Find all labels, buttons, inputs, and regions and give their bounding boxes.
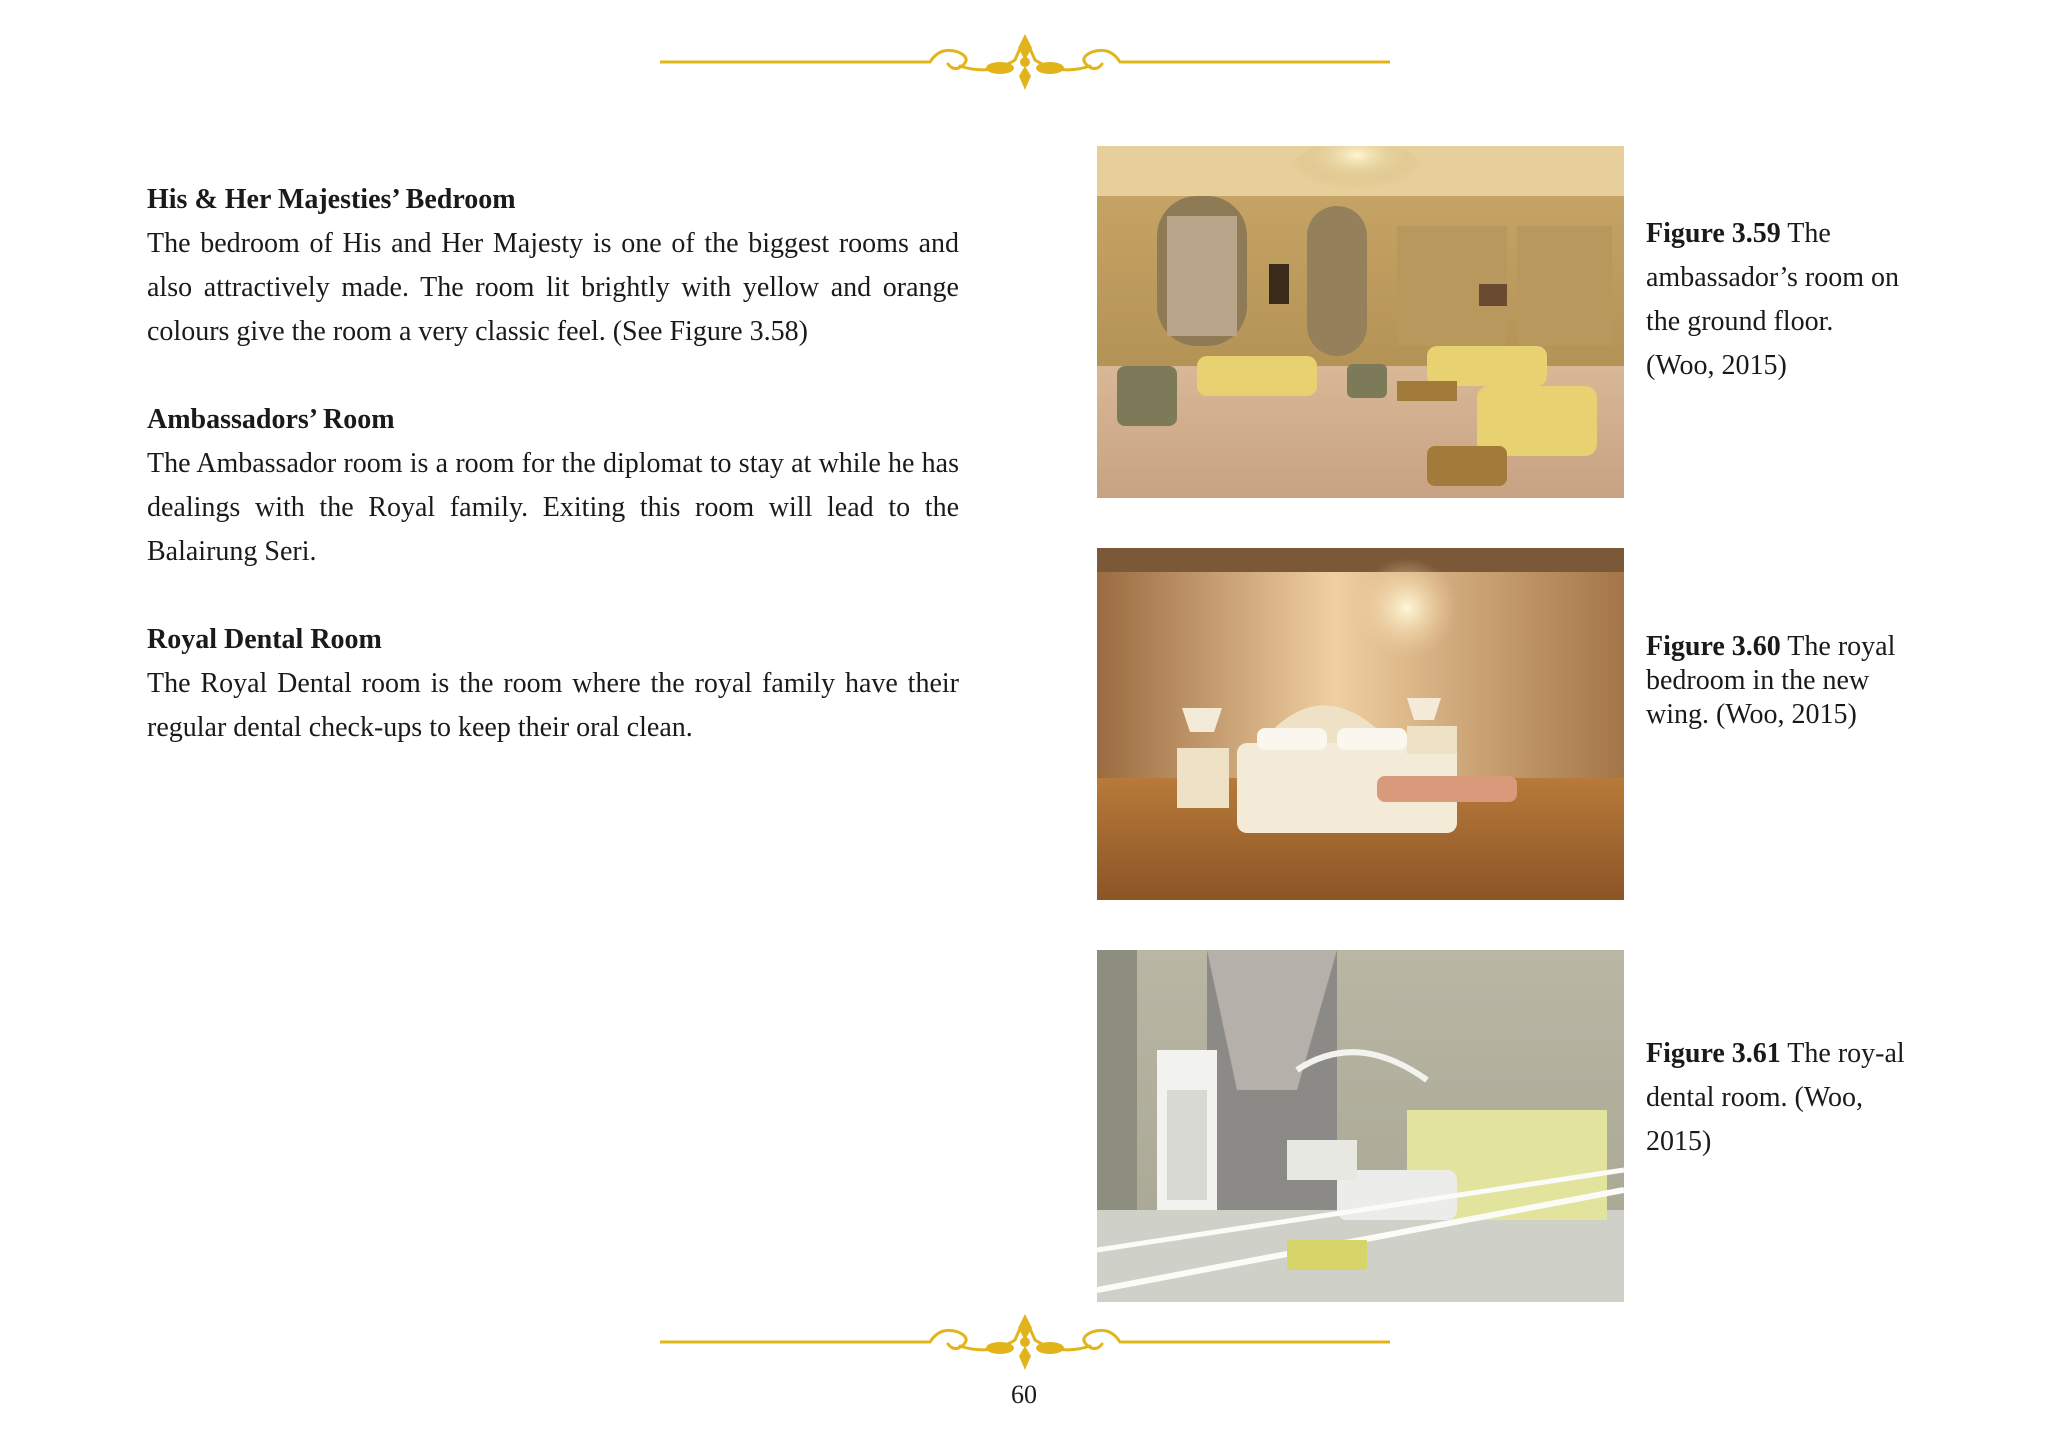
section-heading: Royal Dental Room (147, 624, 382, 655)
section-body: The Ambassador room is a room for the diplomat to stay at while he has dealings with the Royal family. Exiting this room will lead to the Balairung Seri. (147, 448, 959, 567)
section-heading: His & Her Majesties’ Bedroom (147, 184, 516, 215)
figure-label: Figure 3.61 (1646, 1038, 1781, 1069)
main-text-column (147, 178, 959, 794)
figure-text: The royal bedroom in the new wing. (Woo, 2015) (1646, 631, 1896, 730)
section-heading: Ambassadors’ Room (147, 404, 395, 435)
figure-label: Figure 3.59 (1646, 218, 1781, 249)
ambassadors-room-photo (1097, 146, 1624, 498)
section-body: The bedroom of His and Her Majesty is one of the biggest rooms and also attractively made. The room lit brightly with yellow and orange colours give the room a very classic feel. (See Figure 3.58) (147, 228, 959, 347)
page-number: 60 (1011, 1380, 1037, 1409)
figure-text: The roy-al dental room. (Woo, 2015) (1646, 1038, 1905, 1157)
figure-caption-3-60 (1646, 630, 1906, 732)
royal-bedroom-photo (1097, 548, 1624, 900)
figure-caption-3-59 (1646, 212, 1906, 388)
figure-caption-3-61 (1646, 1032, 1906, 1164)
figure-text: The ambassador’s room on the ground floor. (Woo, 2015) (1646, 218, 1899, 381)
section-bedroom (147, 178, 959, 354)
top-ornament (660, 32, 1390, 92)
section-ambassadors-room (147, 398, 959, 574)
dental-room-photo (1097, 950, 1624, 1302)
section-dental-room (147, 618, 959, 750)
bottom-ornament (660, 1312, 1390, 1372)
section-body: The Royal Dental room is the room where the royal family have their regular dental check-ups to keep their oral clean. (147, 668, 959, 743)
figure-label: Figure 3.60 (1646, 631, 1781, 662)
